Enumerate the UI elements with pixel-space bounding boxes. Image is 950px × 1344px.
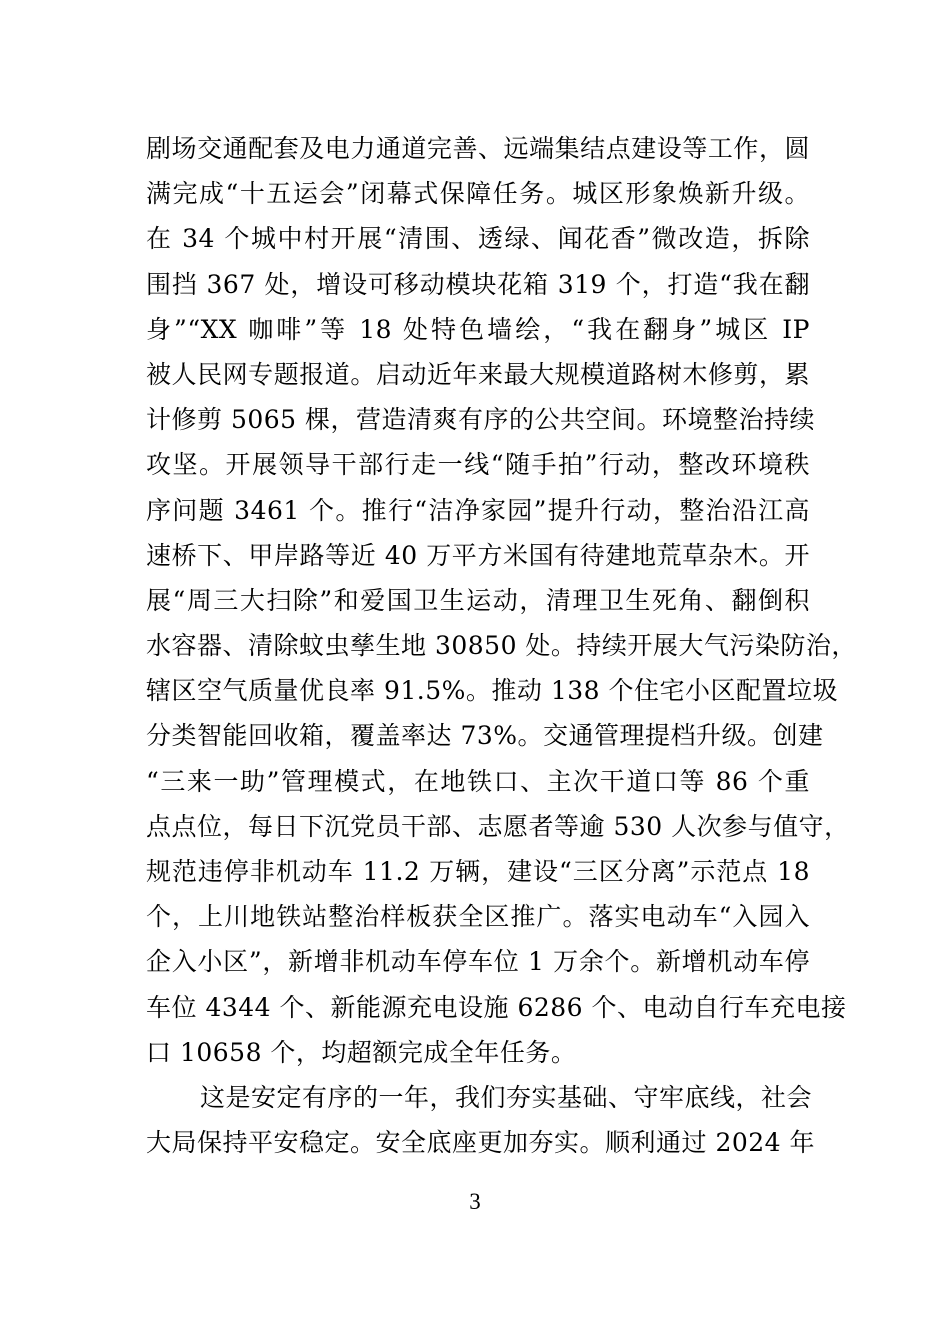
text-line: 水容器、清除蚊虫孳生地 30850 处。持续开展大气污染防治， xyxy=(146,631,857,661)
text-line: 围挡 367 处，增设可移动模块花箱 319 个，打造“我在翻 xyxy=(146,269,810,299)
text-line: 在 34 个城中村开展“清围、透绿、闻花香”微改造，拆除 xyxy=(146,224,810,254)
text-line: “三来一助”管理模式，在地铁口、主次干道口等 86 个重 xyxy=(146,766,810,796)
text-line: 攻坚。开展领导干部行走一线“随手拍”行动，整改环境秩 xyxy=(146,450,810,480)
text-line: 辖区空气质量优良率 91.5%。推动 138 个住宅小区配置垃圾 xyxy=(146,676,838,706)
text-line: 车位 4344 个、新能源充电设施 6286 个、电动自行车充电接 xyxy=(146,992,847,1022)
text-line: 速桥下、甲岸路等近 40 万平方米国有待建地荒草杂木。开 xyxy=(146,540,810,570)
text-line: 展“周三大扫除”和爱国卫生运动，清理卫生死角、翻倒积 xyxy=(146,585,810,615)
text-line: 身”“XX 咖啡”等 18 处特色墙绘，“我在翻身”城区 IP xyxy=(146,314,810,344)
text-line: 剧场交通配套及电力通道完善、远端集结点建设等工作，圆 xyxy=(146,134,810,163)
text-line: 满完成“十五运会”闭幕式保障任务。城区形象焕新升级。 xyxy=(146,179,810,209)
page-number: 3 xyxy=(469,1189,481,1214)
text-line: 口 10658 个，均超额完成全年任务。 xyxy=(146,1037,577,1067)
text-line: 规范违停非机动车 11.2 万辆，建设“三区分离”示范点 18 xyxy=(146,857,810,886)
text-line: 大局保持平安稳定。安全底座更加夯实。顺利通过 2024 年 xyxy=(146,1128,816,1158)
text-line: 分类智能回收箱，覆盖率达 73%。交通管理提档升级。创建 xyxy=(146,721,824,751)
text-line: 被人民网专题报道。启动近年来最大规模道路树木修剪，累 xyxy=(146,359,810,389)
body-text xyxy=(146,126,857,1165)
text-line: 企入小区”，新增非机动车停车位 1 万余个。新增机动车停 xyxy=(146,947,810,977)
text-line: 计修剪 5065 棵，营造清爽有序的公共空间。环境整治持续 xyxy=(146,405,816,435)
text-line: 序问题 3461 个。推行“洁净家园”提升行动，整治沿江高 xyxy=(146,495,810,525)
text-line: 个，上川地铁站整治样板获全区推广。落实电动车“入园入 xyxy=(146,902,810,932)
text-line: 点点位，每日下沉党员干部、志愿者等逾 530 人次参与值守， xyxy=(146,811,850,841)
text-line: 这是安定有序的一年，我们夯实基础、守牢底线，社会 xyxy=(200,1082,813,1112)
